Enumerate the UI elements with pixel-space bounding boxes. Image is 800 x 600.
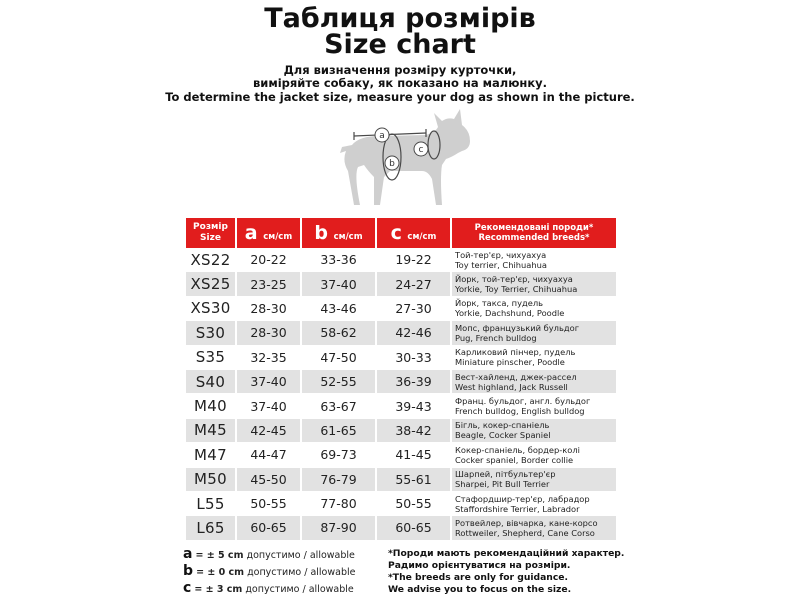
breed-english: Sharpei, Pit Bull Terrier (455, 479, 550, 490)
breed-cell (451, 467, 616, 491)
c-cell: 60-65 (376, 516, 451, 540)
breed-ukrainian: Ротвейлер, вівчарка, кане-корсо (455, 517, 598, 528)
table-row (186, 272, 616, 296)
breed-ukrainian: Мопс, французький бульдог (455, 322, 580, 333)
b-cell: 37-40 (301, 272, 376, 296)
legend-c: c = ± 3 cm допустимо / allowable (183, 580, 354, 596)
b-cell: 87-90 (301, 516, 376, 540)
size-cell: XS22 (186, 248, 236, 272)
table-row (186, 443, 616, 467)
size-cell: S35 (186, 345, 236, 369)
a-cell: 44-47 (236, 443, 301, 467)
b-cell: 61-65 (301, 418, 376, 442)
breed-ukrainian: Бігль, кокер-спаніель (455, 420, 550, 431)
c-cell: 19-22 (376, 248, 451, 272)
a-cell: 60-65 (236, 516, 301, 540)
table-row (186, 418, 616, 442)
breed-ukrainian: Франц. бульдог, англ. бульдог (455, 396, 591, 407)
table-row (186, 369, 616, 393)
breed-cell (451, 394, 616, 418)
breed-cell (451, 516, 616, 540)
subtitle-ukrainian-line-1: Для визначення розміру курточки, (283, 63, 517, 77)
a-cell: 23-25 (236, 272, 301, 296)
title-english: Size chart (324, 29, 476, 60)
breed-english: Yorkie, Dachshund, Poodle (455, 308, 565, 319)
breed-ukrainian: Стафордшир-тер'єр, лабрадор (455, 493, 590, 504)
b-cell: 63-67 (301, 394, 376, 418)
subtitle-ukrainian-line-2: виміряйте собаку, як показано на малюнку. (253, 76, 547, 90)
a-cell: 50-55 (236, 491, 301, 515)
breed-ukrainian: Вест-хайленд, джек-рассел (455, 371, 577, 382)
table-header-row (186, 218, 616, 248)
b-cell: 69-73 (301, 443, 376, 467)
table-row (186, 248, 616, 272)
legend-b: b = ± 0 cm допустимо / allowable (183, 563, 356, 579)
b-cell: 43-46 (301, 296, 376, 320)
size-cell: L65 (186, 516, 236, 540)
size-cell: S40 (186, 369, 236, 393)
note-line-2: Радимо орієнтуватися на розміри. (388, 560, 571, 571)
size-cell: XS25 (186, 272, 236, 296)
table-row (186, 491, 616, 515)
breed-cell (451, 248, 616, 272)
breed-cell (451, 418, 616, 442)
size-cell: M47 (186, 443, 236, 467)
breed-ukrainian: Йорк, той-тер'єр, чихуахуа (455, 274, 573, 285)
c-cell: 30-33 (376, 345, 451, 369)
a-cell: 42-45 (236, 418, 301, 442)
table-row (186, 516, 616, 540)
breed-ukrainian: Йорк, такса, пудель (455, 298, 544, 309)
breed-english: West highland, Jack Russell (455, 381, 568, 392)
table-row (186, 467, 616, 491)
breed-english: Miniature pinscher, Poodle (455, 357, 565, 368)
c-cell: 39-43 (376, 394, 451, 418)
c-cell: 55-61 (376, 467, 451, 491)
a-cell: 45-50 (236, 467, 301, 491)
note-line-1: *Породи мають рекомендаційний характер. (388, 548, 625, 559)
size-cell: M45 (186, 418, 236, 442)
b-cell: 52-55 (301, 369, 376, 393)
header-a: a см/cm (236, 218, 301, 248)
c-cell: 50-55 (376, 491, 451, 515)
subtitle-english: To determine the jacket size, measure your dog as shown in the picture. (165, 90, 635, 104)
size-cell: S30 (186, 321, 236, 345)
breed-cell (451, 345, 616, 369)
b-cell: 76-79 (301, 467, 376, 491)
c-cell: 38-42 (376, 418, 451, 442)
note-line-3: *The breeds are only for guidance. (388, 572, 568, 583)
note-line-4: We advise you to focus on the size. (388, 584, 572, 595)
table-row (186, 394, 616, 418)
breed-english: Rottweiler, Shepherd, Cane Corso (455, 527, 595, 538)
label-a: a (379, 131, 385, 141)
a-cell: 28-30 (236, 296, 301, 320)
c-cell: 27-30 (376, 296, 451, 320)
b-cell: 47-50 (301, 345, 376, 369)
breed-english: Cocker spaniel, Border collie (455, 454, 574, 465)
legend-a: a = ± 5 cm допустимо / allowable (183, 546, 355, 562)
size-cell: M40 (186, 394, 236, 418)
breed-english: Toy terrier, Chihuahua (455, 259, 547, 270)
b-cell: 58-62 (301, 321, 376, 345)
breed-english: Beagle, Cocker Spaniel (455, 430, 551, 441)
table-row (186, 345, 616, 369)
breed-cell (451, 321, 616, 345)
c-cell: 24-27 (376, 272, 451, 296)
breed-ukrainian: Карликовий пінчер, пудель (455, 347, 576, 358)
header-b: b см/cm (301, 218, 376, 248)
dog-silhouette (340, 109, 470, 205)
breed-cell (451, 369, 616, 393)
breed-ukrainian: Шарпей, пітбультер'єр (455, 469, 556, 480)
label-b: b (389, 159, 395, 169)
breed-english: French bulldog, English bulldog (455, 406, 585, 417)
size-cell: L55 (186, 491, 236, 515)
table-row (186, 296, 616, 320)
breed-cell (451, 443, 616, 467)
breed-ukrainian: Кокер-спаніель, бордер-колі (455, 444, 580, 455)
table-row (186, 321, 616, 345)
c-cell: 36-39 (376, 369, 451, 393)
size-chart-table (186, 218, 616, 541)
header-breeds: Рекомендовані породи* Recommended breeds* (451, 218, 616, 248)
a-cell: 32-35 (236, 345, 301, 369)
b-cell: 33-36 (301, 248, 376, 272)
dog-measurement-diagram (330, 105, 480, 210)
breed-english: Staffordshire Terrier, Labrador (455, 503, 580, 514)
a-cell: 37-40 (236, 394, 301, 418)
breed-cell (451, 272, 616, 296)
label-c: c (418, 145, 424, 155)
c-cell: 42-46 (376, 321, 451, 345)
a-cell: 37-40 (236, 369, 301, 393)
header-size: Розмір Size (186, 218, 236, 248)
c-cell: 41-45 (376, 443, 451, 467)
a-cell: 28-30 (236, 321, 301, 345)
size-cell: XS30 (186, 296, 236, 320)
title-ukrainian: Таблиця розмірів (264, 3, 536, 34)
b-cell: 77-80 (301, 491, 376, 515)
breed-english: Pug, French bulldog (455, 332, 537, 343)
size-cell: M50 (186, 467, 236, 491)
breed-cell (451, 296, 616, 320)
breed-cell (451, 491, 616, 515)
header-c: c см/cm (376, 218, 451, 248)
a-cell: 20-22 (236, 248, 301, 272)
breed-english: Yorkie, Toy Terrier, Chihuahua (455, 284, 578, 295)
breed-ukrainian: Той-тер'єр, чихуахуа (455, 249, 547, 260)
